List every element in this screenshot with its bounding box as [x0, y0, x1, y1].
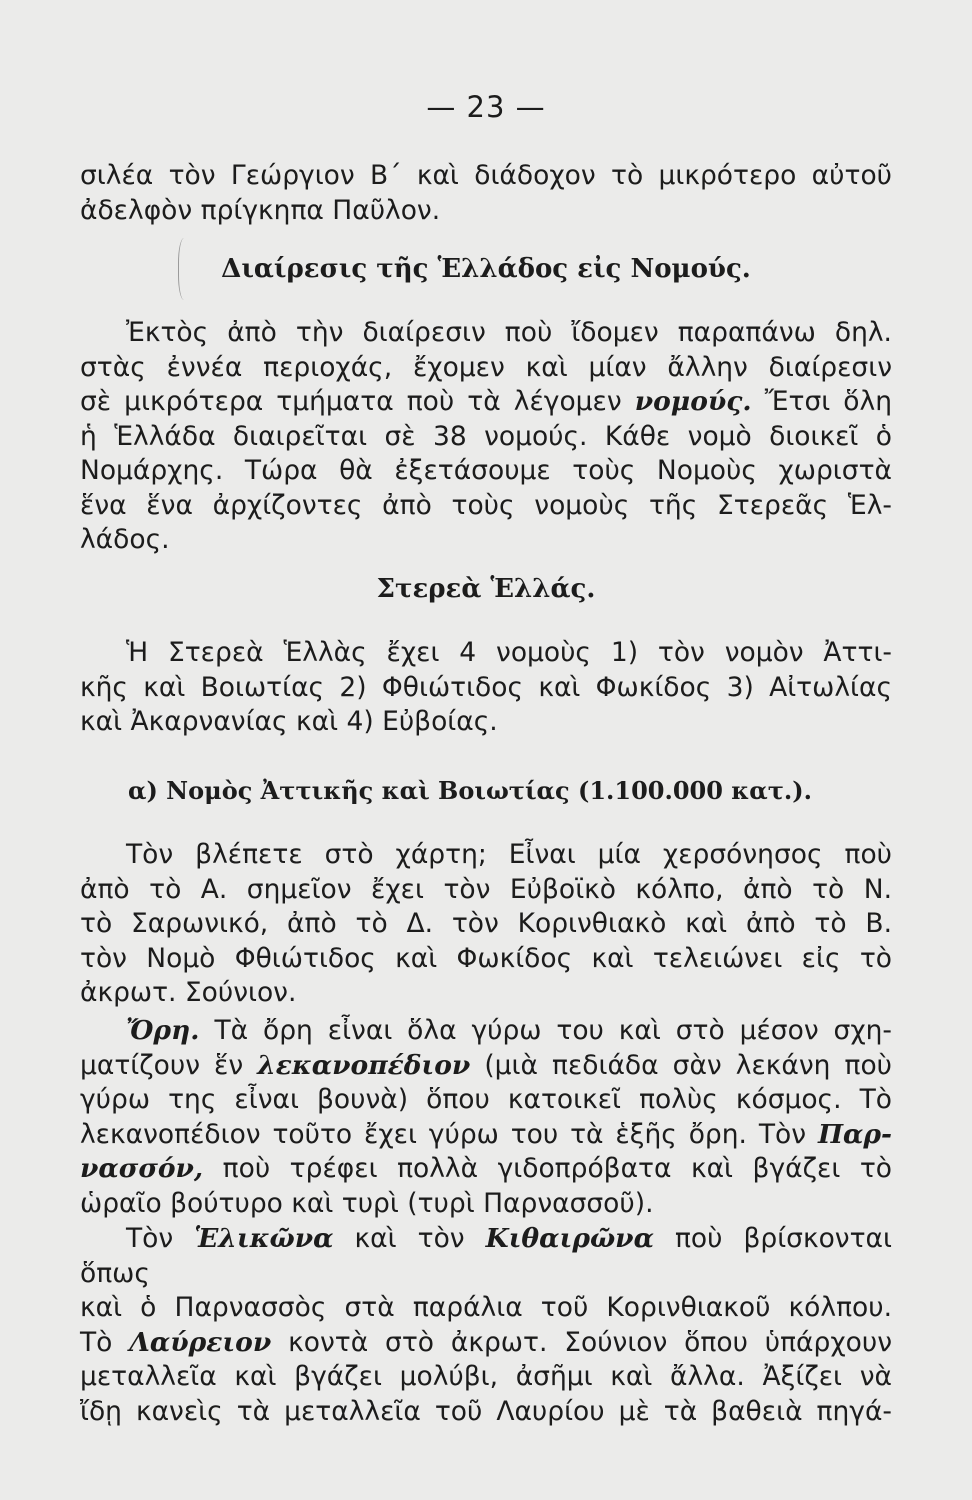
- page-number: — 23 —: [426, 90, 546, 124]
- text-line: τὸν Νομὸ Φθιώτιδος καὶ Φωκίδος καὶ τελειώνει εἰς τὸ: [80, 942, 892, 974]
- paragraph-helicon-laurium: [80, 1222, 892, 1429]
- text-line: τὸ Σαρωνικό, ἀπὸ τὸ Δ. τὸν Κορινθιακὸ καὶ ἀπὸ τὸ Β.: [80, 908, 892, 939]
- text-line: γύρω της εἶναι βουνὰ) ὅπου κατοικεῖ πολὺς κόσμος. Τὸ: [80, 1084, 892, 1115]
- text-line: λάδος.: [80, 524, 170, 555]
- text-line: Τὸν Ἑλικῶνα καὶ τὸν Κιθαιρῶνα ποὺ βρίσκονται ὅπως: [80, 1223, 892, 1289]
- text-line: σιλέα τὸν Γεώργιον Β΄ καὶ διάδοχον τὸ μικρότερο αὐτοῦ: [80, 160, 892, 191]
- text-line: ματίζουν ἕν λεκανοπέδιον (μιὰ πεδιάδα σὰν λεκάνη ποὺ: [80, 1049, 892, 1081]
- text-line: Νομάρχης. Τώρα θὰ ἐξετάσουμε τοὺς Νομοὺς χωριστὰ: [80, 455, 892, 486]
- italic-term: Λαύρειον: [129, 1326, 272, 1358]
- heading-attica-boeotia: α) Νομὸς Ἀττικῆς καὶ Βοιωτίας (1.100.000 κατ.).: [128, 776, 812, 805]
- text-line: Ἡ Στερεὰ Ἑλλὰς ἔχει 4 νομοὺς 1) τὸν νομὸν Ἀττι-: [126, 637, 892, 668]
- heading-division-into-prefectures: Διαίρεσις τῆς Ἑλλάδος εἰς Νομούς.: [221, 254, 751, 284]
- italic-term: Κιθαιρῶνα: [485, 1223, 654, 1254]
- paragraph-attica-geography: [80, 838, 892, 1011]
- italic-term: νασσόν,: [80, 1153, 204, 1184]
- text-line: σὲ μικρότερα τμήματα ποὺ τὰ λέγομεν νομούς. Ἔτσι ὅλη: [80, 386, 892, 417]
- text-line: ἀπὸ τὸ Α. σημεῖον ἔχει τὸν Εὐβοϊκὸ κόλπο, ἀπὸ τὸ Ν.: [80, 873, 892, 905]
- text-line: ἀδελφὸν πρίγκηπα Παῦλον.: [80, 194, 441, 226]
- text-line: ἕνα ἕνα ἀρχίζοντες ἀπὸ τοὺς νομοὺς τῆς Στερεᾶς Ἑλ-: [80, 489, 892, 521]
- text-line: ἴδῃ κανεὶς τὰ μεταλλεῖα τοῦ Λαυρίου μὲ τὰ βαθειὰ πηγά-: [80, 1395, 892, 1427]
- paragraph-king-succession: [80, 159, 892, 228]
- text-line: Τὸν βλέπετε στὸ χάρτη; Εἶναι μία χερσόνησος ποὺ: [126, 839, 892, 870]
- italic-term: λεκανοπέδιον: [257, 1049, 471, 1081]
- text-line: Ὄρη. Τὰ ὄρη εἶναι ὅλα γύρω του καὶ στὸ μέσον σχη-: [126, 1015, 892, 1046]
- paragraph-mountains: [80, 1014, 892, 1221]
- text-line: καὶ Ἀκαρνανίας καὶ 4) Εὐβοίας.: [80, 706, 498, 737]
- paragraph-prefectures-intro: [80, 316, 892, 558]
- italic-term: Ὄρη.: [126, 1015, 200, 1046]
- italic-term: Παρ-: [817, 1118, 892, 1150]
- text-line: ἀκρωτ. Σούνιον.: [80, 977, 297, 1008]
- text-line: λεκανοπέδιον τοῦτο ἔχει γύρω του τὰ ἑξῆς ὄρη. Τὸν Παρ-: [80, 1118, 892, 1150]
- text-line: καὶ ὁ Παρνασσὸς στὰ παράλια τοῦ Κορινθιακοῦ κόλπου.: [80, 1292, 892, 1323]
- text-line: ὡραῖο βούτυρο καὶ τυρὶ (τυρὶ Παρνασσοῦ).: [80, 1187, 654, 1219]
- heading-sterea-ellas: Στερεὰ Ἑλλάς.: [376, 574, 596, 604]
- text-line: κῆς καὶ Βοιωτίας 2) Φθιώτιδος καὶ Φωκίδος 3) Αἰτωλίας: [80, 671, 892, 703]
- text-line: ἡ Ἑλλάδα διαιρεῖται σὲ 38 νομούς. Κάθε νομὸ διοικεῖ ὁ: [80, 420, 892, 452]
- italic-term: νομούς.: [634, 386, 752, 417]
- text-line: νασσόν, ποὺ τρέφει πολλὰ γιδοπρόβατα καὶ βγάζει τὸ: [80, 1153, 892, 1184]
- text-line: Τὸ Λαύρειον κοντὰ στὸ ἀκρωτ. Σούνιον ὅπου ὑπάρχουν: [80, 1326, 893, 1358]
- italic-term: Ἑλικῶνα: [194, 1223, 334, 1254]
- text-line: μεταλλεῖα καὶ βγάζει μολύβι, ἀσῆμι καὶ ἄλλα. Ἀξίζει νὰ: [80, 1361, 892, 1392]
- paragraph-sterea-prefectures: [80, 636, 892, 740]
- text-line: στὰς ἐννέα περιοχάς, ἔχομεν καὶ μίαν ἄλλην διαίρεσιν: [80, 351, 892, 383]
- text-line: Ἐκτὸς ἀπὸ τὴν διαίρεσιν ποὺ ἴδομεν παραπάνω δηλ.: [126, 317, 892, 348]
